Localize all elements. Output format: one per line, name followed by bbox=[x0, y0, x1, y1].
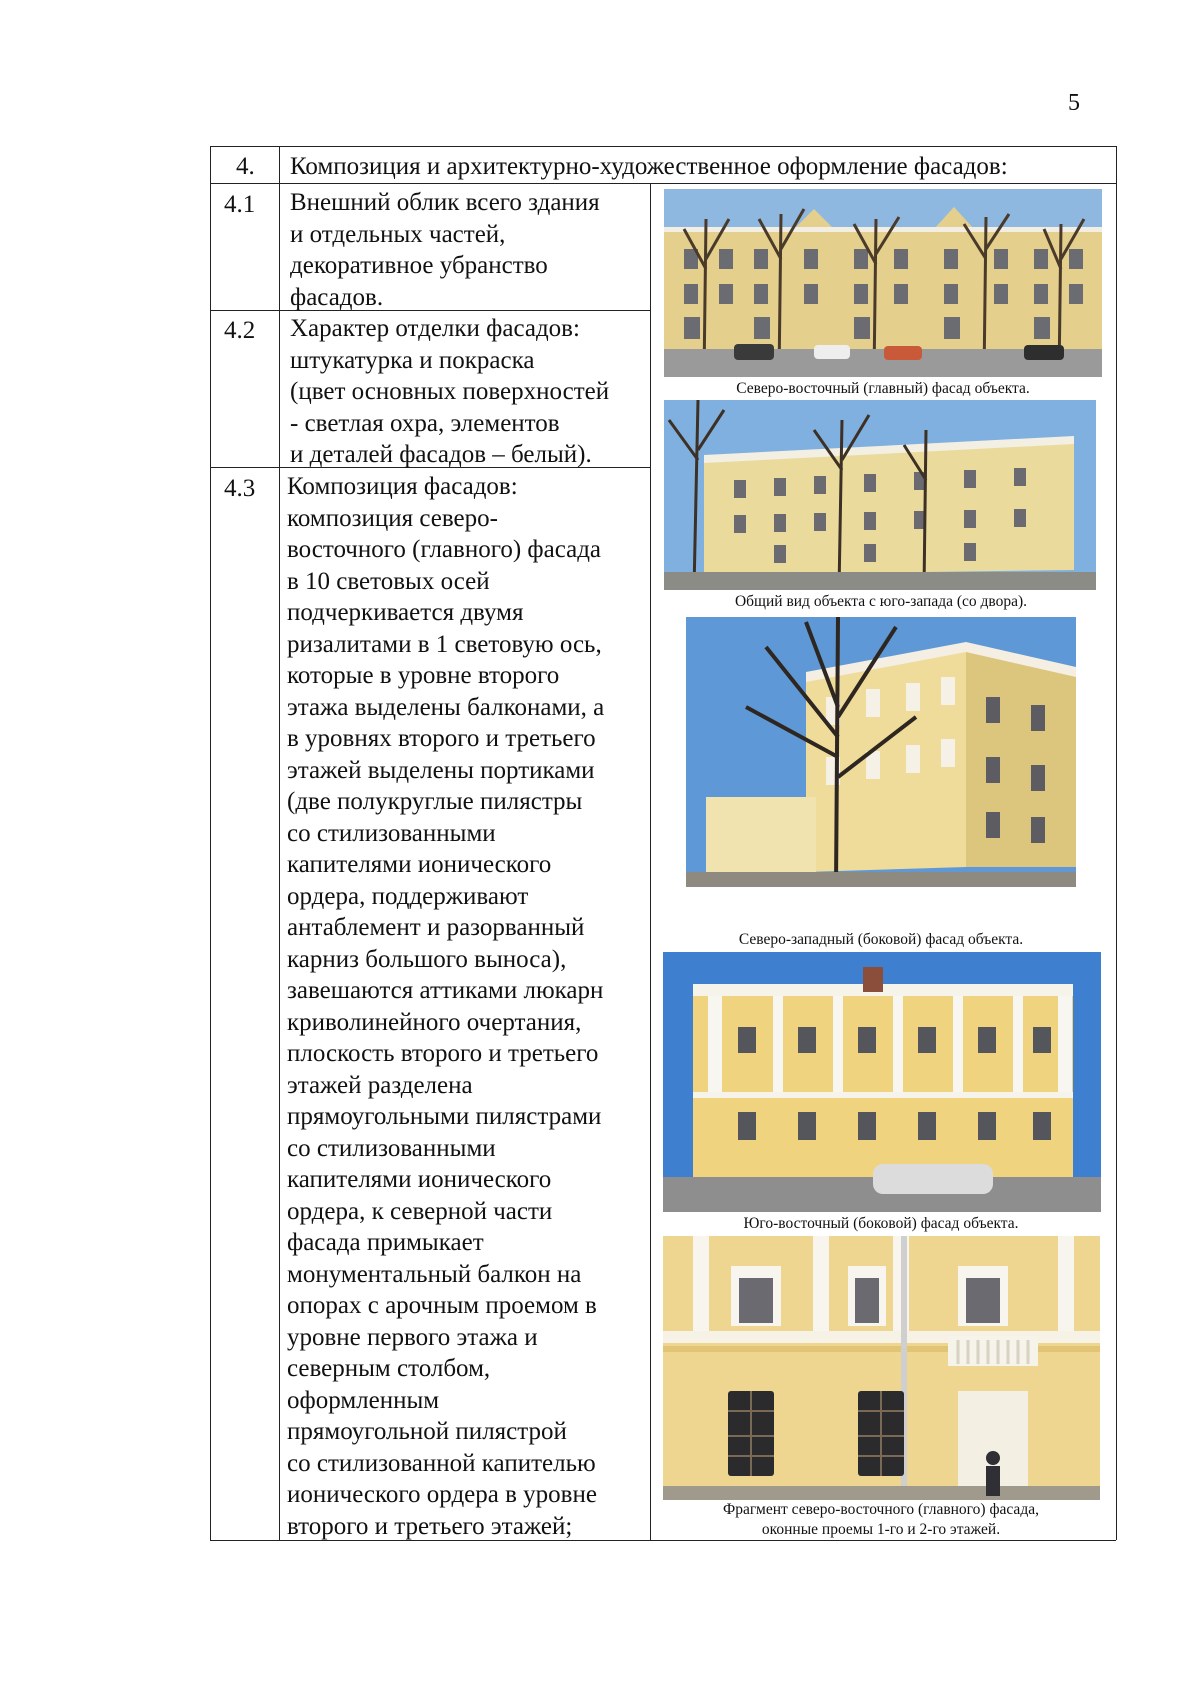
text-line: которые в уровне второго bbox=[287, 662, 560, 689]
row-text-4-1 bbox=[290, 187, 600, 313]
photo-southeast-side-facade bbox=[663, 952, 1101, 1212]
text-line: (цвет основных поверхностей bbox=[290, 378, 610, 405]
text-line: фасада примыкает bbox=[287, 1229, 484, 1256]
text-line: этажа выделены балконами, а bbox=[287, 693, 605, 721]
row-number: 4.2 bbox=[224, 317, 256, 344]
text-line: композиция северо- bbox=[287, 504, 498, 532]
table-photo-column-divider bbox=[650, 183, 651, 1540]
text-line: и отдельных частей, bbox=[290, 220, 506, 248]
photo-southwest-view bbox=[664, 400, 1096, 590]
text-line: этажей выделены портиками bbox=[287, 756, 595, 784]
table-number-column-divider bbox=[279, 146, 280, 1540]
photo-northeast-main-facade bbox=[664, 189, 1102, 377]
text-line: криволинейного очертания, bbox=[287, 1008, 582, 1036]
text-line: этажей разделена bbox=[287, 1071, 473, 1099]
table-border-top bbox=[210, 146, 1116, 147]
text-line: восточного (главного) фасада bbox=[287, 536, 602, 563]
photo-caption: Северо-западный (боковой) фасад объекта. bbox=[738, 931, 1024, 948]
text-line: Композиция фасадов: bbox=[287, 473, 518, 500]
text-line: ионического ордера в уровне bbox=[287, 1481, 597, 1508]
row-number: 4.3 bbox=[224, 475, 256, 502]
text-line: - светлая охра, элементов bbox=[290, 409, 560, 437]
caption-line: Фрагмент северо-восточного (главного) фасада, bbox=[723, 1501, 1039, 1518]
photo-caption bbox=[665, 1500, 1097, 1540]
text-line: уровне первого этажа и bbox=[287, 1323, 538, 1351]
text-line: штукатурка и покраска bbox=[290, 346, 535, 374]
text-line: подчеркивается двумя bbox=[287, 599, 524, 626]
page-number: 5 bbox=[1068, 90, 1080, 116]
caption-line: оконные проемы 1-го и 2-го этажей. bbox=[761, 1521, 1001, 1538]
row-number: 4.1 bbox=[224, 191, 256, 218]
text-line: второго и третьего этажей; bbox=[287, 1512, 573, 1540]
photo-caption: Общий вид объекта с юго-запада (со двора). bbox=[734, 593, 1028, 610]
photo-caption: Юго-восточный (боковой) фасад объекта. bbox=[743, 1215, 1019, 1232]
text-line: плоскость второго и третьего bbox=[287, 1040, 599, 1067]
text-line: опорах с арочным проемом в bbox=[287, 1292, 597, 1319]
text-line: со стилизованной капителью bbox=[287, 1449, 596, 1477]
table-header-divider bbox=[210, 183, 1116, 184]
text-line: (две полукруглые пилястры bbox=[287, 788, 583, 815]
text-line: декоративное убранство bbox=[290, 252, 548, 279]
text-line: в 10 световых осей bbox=[287, 567, 490, 595]
text-line: со стилизованными bbox=[287, 819, 496, 847]
table-border-right bbox=[1116, 146, 1117, 1540]
text-line: ризалитами в 1 световую ось, bbox=[287, 630, 602, 658]
photo-northwest-side-facade bbox=[686, 617, 1076, 887]
text-line: антаблемент и разорванный bbox=[287, 914, 585, 941]
text-line: завешаются аттиками люкарн bbox=[287, 977, 604, 1004]
text-line: оформленным bbox=[287, 1386, 440, 1414]
header-number: 4. bbox=[236, 153, 255, 180]
text-line: в уровнях второго и третьего bbox=[287, 725, 596, 752]
table-border-left bbox=[210, 146, 211, 1540]
text-line: Характер отделки фасадов: bbox=[290, 315, 580, 342]
text-line: ордера, к северной части bbox=[287, 1197, 553, 1225]
text-line: капителями ионического bbox=[287, 1166, 552, 1193]
row-text-4-3 bbox=[287, 471, 604, 1542]
text-line: ордера, поддерживают bbox=[287, 882, 529, 910]
photo-northeast-facade-fragment bbox=[663, 1236, 1100, 1500]
text-line: северным столбом, bbox=[287, 1355, 491, 1382]
text-line: со стилизованными bbox=[287, 1134, 496, 1162]
header-title: Композиция и архитектурно-художественное оформление фасадов: bbox=[290, 153, 1008, 180]
text-line: и деталей фасадов – белый). bbox=[290, 441, 592, 468]
text-line: капителями ионического bbox=[287, 851, 552, 878]
photo-caption: Северо-восточный (главный) фасад объекта. bbox=[736, 380, 1030, 397]
text-line: карниз большого выноса), bbox=[287, 945, 567, 973]
text-line: Внешний облик всего здания bbox=[290, 189, 600, 216]
text-line: монументальный балкон на bbox=[287, 1260, 582, 1288]
text-line: прямоугольными пилястрами bbox=[287, 1103, 602, 1130]
text-line: фасадов. bbox=[290, 283, 384, 311]
row-text-4-2 bbox=[290, 313, 609, 471]
text-line: прямоугольной пилястрой bbox=[287, 1418, 567, 1445]
